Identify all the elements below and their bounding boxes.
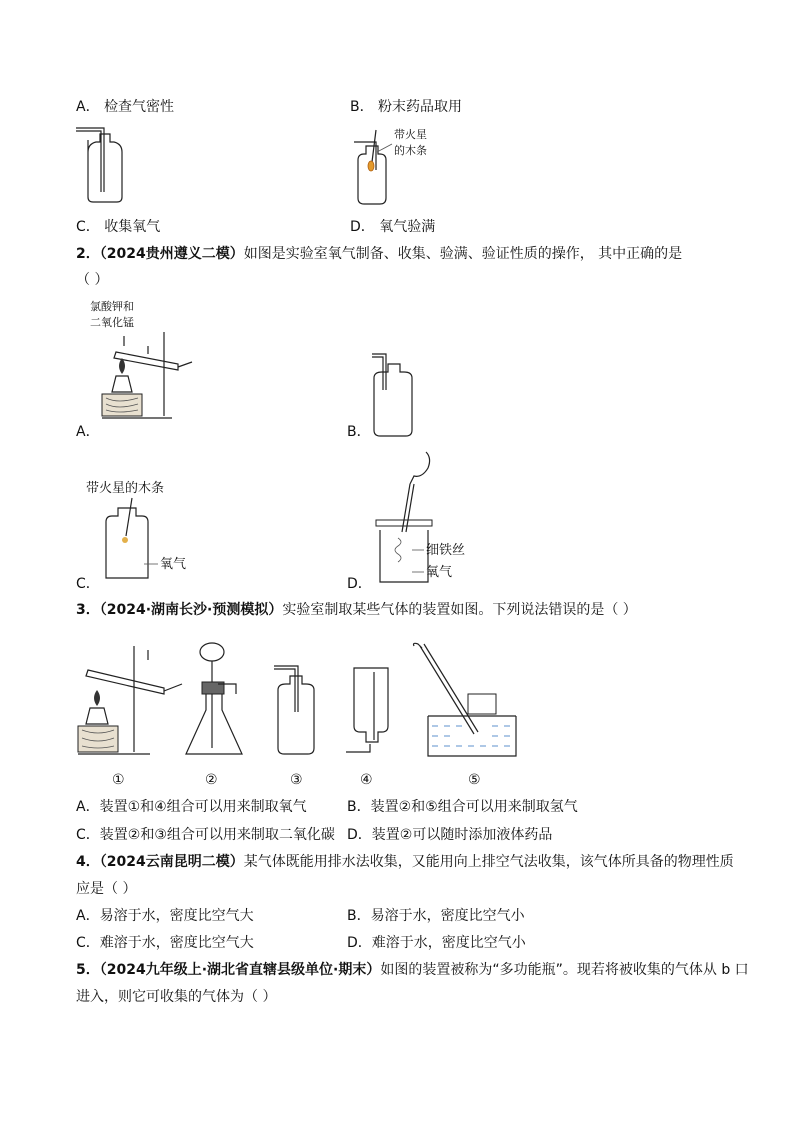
q1-figure-d-bottle-with-splint <box>350 122 460 208</box>
q2-stem <box>76 244 682 264</box>
q5-stem <box>76 960 749 980</box>
q2-option-a: A． <box>76 424 100 440</box>
q2-stem-text: 如图是实验室氧气制备、收集、验满、验证性质的操作， 其中正确的是 <box>243 246 683 262</box>
q3-fig-label-1: ① <box>112 772 125 788</box>
q2-fig-d-label-gas: 氧气 <box>426 565 453 580</box>
q2-figure-d-iron-wire-bottle <box>368 448 488 586</box>
q2-source: （2024贵州遵义二模） <box>99 246 244 262</box>
q2-fig-a-label-line2: 二氧化锰 <box>90 316 134 329</box>
q3-source: （2024·湖南长沙·预测模拟） <box>99 602 283 618</box>
q4-number: 4． <box>76 854 100 870</box>
q4-option-c: C．难溶于水，密度比空气大 <box>76 935 254 951</box>
q4-stem-line2: 应是（ ） <box>76 881 137 897</box>
q2-number: 2． <box>76 246 100 262</box>
q2-fig-d-label-wire: 细铁丝 <box>426 543 466 558</box>
q3-figure-4-inverted-bottle <box>340 662 400 762</box>
q1-fig-b-label-line2: 的木条 <box>394 144 427 157</box>
q3-fig-label-2: ② <box>205 772 218 788</box>
q2-answer-blank: （ ） <box>76 272 109 288</box>
q2-figure-c-splint-bottle <box>80 478 200 586</box>
q5-stem-line2: 进入，则它可收集的气体为（ ） <box>76 989 277 1005</box>
q4-option-b: B．易溶于水，密度比空气小 <box>347 908 525 924</box>
q3-option-a: A．装置①和④组合可以用来制取氧气 <box>76 799 307 815</box>
q1-option-b: B． 粉末药品取用 <box>350 99 463 115</box>
q4-source: （2024云南昆明二模） <box>99 854 244 870</box>
q4-option-a: A．易溶于水，密度比空气大 <box>76 908 254 924</box>
q2-fig-c-label-gas: 氧气 <box>160 557 187 572</box>
q4-stem <box>76 852 734 872</box>
q5-number: 5． <box>76 962 100 978</box>
q4-option-d: D．难溶于水，密度比空气小 <box>347 935 526 951</box>
q2-fig-c-label-top: 带火星的木条 <box>86 481 165 496</box>
q3-fig-label-4: ④ <box>360 772 373 788</box>
q5-source: （2024九年级上·湖北省直辖县级单位·期末） <box>99 962 381 978</box>
q3-option-b: B．装置②和⑤组合可以用来制取氢气 <box>347 799 578 815</box>
q3-number: 3． <box>76 602 100 618</box>
q2-option-b: B． <box>347 424 371 440</box>
q1-fig-b-label-line1: 带火星 <box>394 128 427 141</box>
q3-fig-label-5: ⑤ <box>468 772 481 788</box>
q2-figure-a-heating-apparatus <box>88 296 208 424</box>
q3-stem-text: 实验室制取某些气体的装置如图。下列说法错误的是（ ） <box>282 602 637 618</box>
q3-option-c: C．装置②和③组合可以用来制取二氧化碳 <box>76 827 335 843</box>
q3-figure-2-erlenmeyer-with-funnel <box>180 630 250 762</box>
q3-figure-3-gas-bottle <box>268 662 328 762</box>
q3-option-d: D．装置②可以随时添加液体药品 <box>347 827 553 843</box>
q3-figure-1-heating-apparatus <box>70 630 190 762</box>
q2-option-c: C． <box>76 576 100 592</box>
q3-fig-label-3: ③ <box>290 772 303 788</box>
q5-stem-text: 如图的装置被称为“多功能瓶”。现若将被收集的气体从 b 口 <box>380 962 749 978</box>
q2-option-d: D． <box>347 576 372 592</box>
q1-option-c: C． 收集氧气 <box>76 219 161 235</box>
q2-fig-a-label-line1: 氯酸钾和 <box>90 300 134 313</box>
q2-figure-b-gas-bottle <box>370 350 420 440</box>
q4-stem-text: 某气体既能用排水法收集，又能用向上排空气法收集，该气体所具备的物理性质 <box>243 854 734 870</box>
q1-option-a: A． 检查气密性 <box>76 99 175 115</box>
q3-stem <box>76 600 637 620</box>
q1-figure-c-gas-bottle <box>70 122 140 208</box>
q1-option-d: D． 氧气验满 <box>350 219 436 235</box>
q3-figure-5-water-trough <box>408 640 528 762</box>
